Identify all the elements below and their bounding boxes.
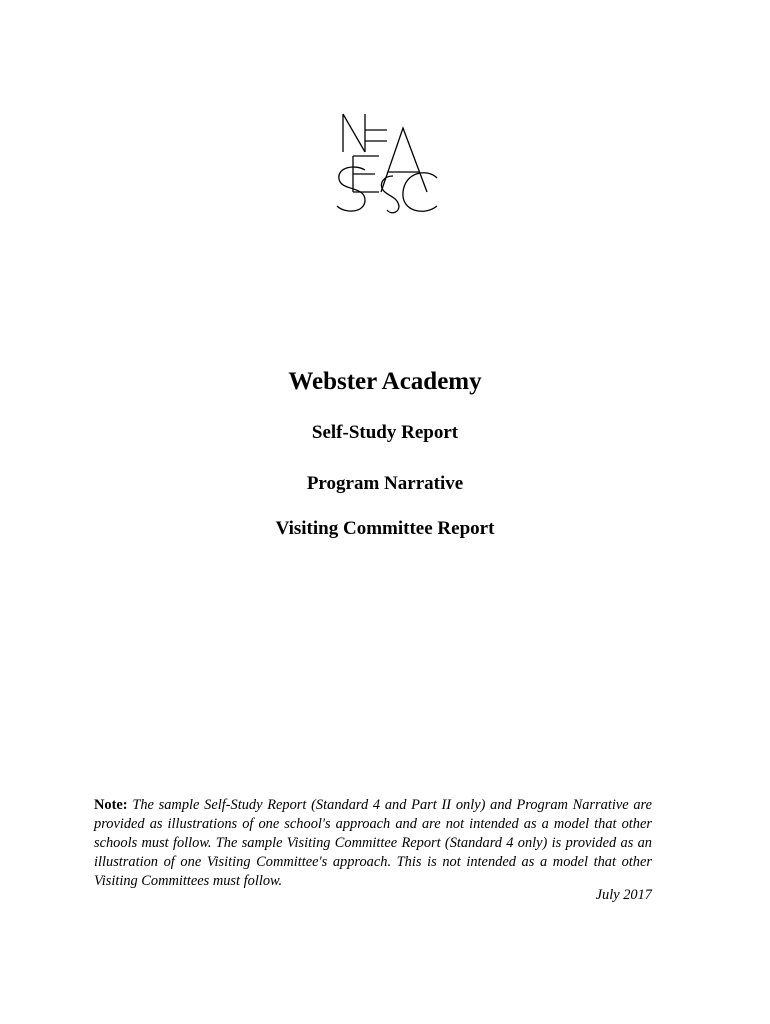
note-text: The sample Self-Study Report (Standard 4 and Part II only) and Program Narrative are provided as illustrations of one school's approach and are not intended as a model that other schools must follow. The sample Visiting Committee Report (Standard 4 only) is provided as an illustration of one Visiting Committee's approach. This is not intended as a model that other Visiting Committees must follow. xyxy=(94,797,652,889)
document-date: July 2017 xyxy=(595,887,652,903)
subtitle-visiting-committee-report: Visiting Committee Report xyxy=(275,518,495,539)
note-paragraph xyxy=(94,796,652,891)
note-label: Note: xyxy=(94,797,128,813)
neasc-logo-icon xyxy=(335,112,440,217)
subtitle-self-study-report: Self-Study Report xyxy=(311,422,459,443)
document-title: Webster Academy xyxy=(288,368,482,395)
subtitle-program-narrative: Program Narrative xyxy=(306,473,464,494)
